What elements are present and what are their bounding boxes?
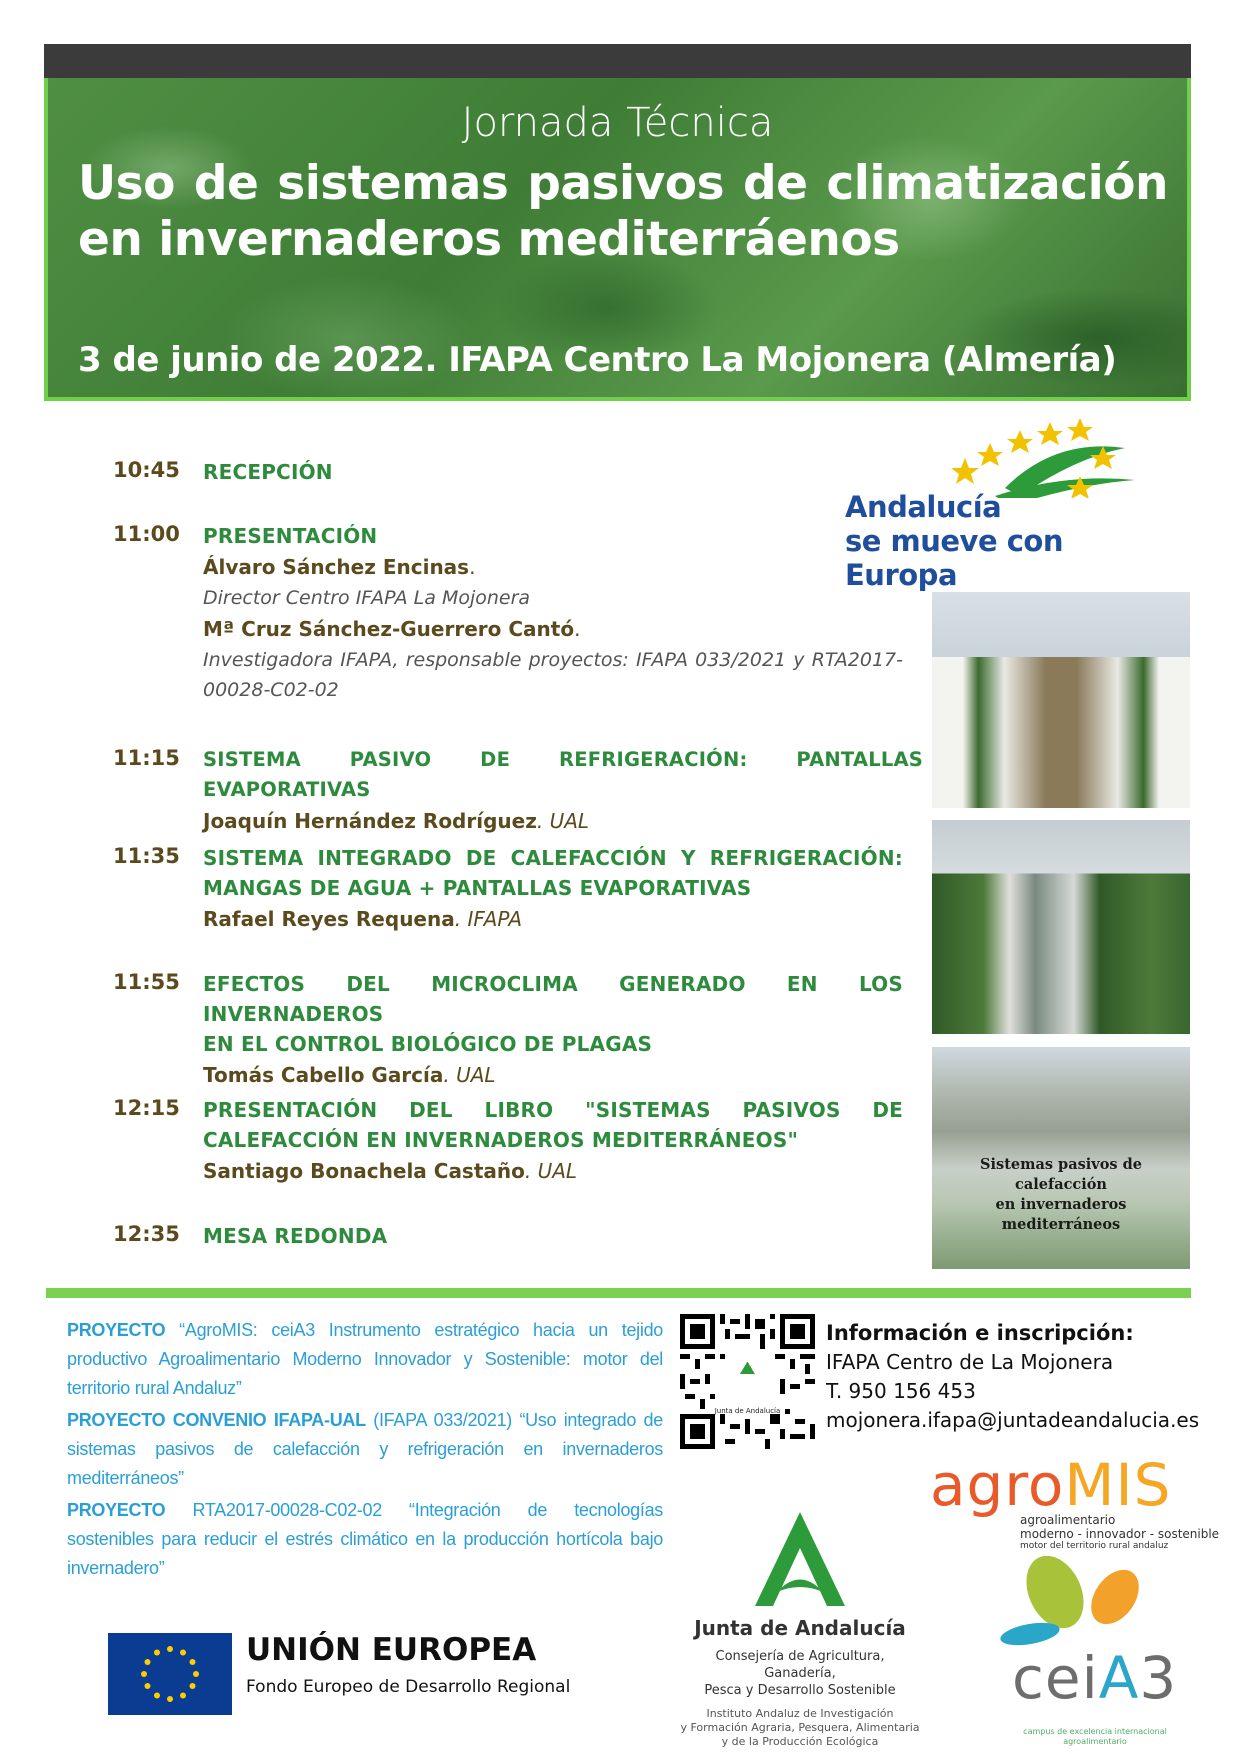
eu-title: UNIÓN EUROPEA — [246, 1632, 537, 1668]
projects-list — [67, 1316, 663, 1586]
project-item — [67, 1316, 663, 1403]
greenhouse-photo-2 — [932, 820, 1190, 1034]
speaker-separator: . — [469, 555, 476, 579]
ceia3-logo — [990, 1552, 1190, 1752]
ceia3-leaves-icon — [990, 1552, 1190, 1647]
speaker-line — [203, 1059, 903, 1091]
junta-emblem-icon — [755, 1512, 845, 1606]
event-date-place: 3 de junio de 2022. IFAPA Centro La Mojonera (Almería) — [78, 340, 1117, 380]
agenda-time: 11:00 — [113, 522, 180, 546]
event-title: Uso de sistemas pasivos de climatización en invernaderos mediterráenos — [78, 156, 1168, 267]
instituto-line-1: Instituto Andaluz de Investigación — [706, 1707, 894, 1720]
speaker-role: Director Centro IFAPA La Mojonera — [203, 587, 531, 609]
agenda-heading: MESA REDONDA — [203, 1224, 388, 1248]
agromis-mis: MIS — [1064, 1451, 1172, 1519]
agenda-time: 12:15 — [113, 1096, 180, 1120]
agenda-heading: EN EL CONTROL BIOLÓGICO DE PLAGAS — [203, 1032, 653, 1056]
agromis-logo — [930, 1451, 1220, 1555]
info-block — [826, 1318, 1226, 1435]
section-divider — [46, 1288, 1191, 1298]
speaker-line — [203, 613, 903, 645]
junta-andalucia-logo — [680, 1512, 920, 1749]
project-text: (IFAPA 033/2021) “Uso integrado de sistemas pasivos de calefacción y refrigeración en invernaderos mediterráneos” — [67, 1410, 663, 1488]
info-email[interactable]: mojonera.ifapa@juntadeandalucia.es — [826, 1408, 1200, 1432]
speaker-name: Mª Cruz Sánchez-Guerrero Cantó — [203, 617, 575, 641]
speaker-affiliation: . UAL — [524, 1159, 578, 1183]
info-phone[interactable]: T. 950 156 453 — [826, 1379, 976, 1403]
ceia3-3: 3 — [1139, 1644, 1178, 1712]
project-label: PROYECTO — [67, 1320, 166, 1340]
ceia3-a: A — [1098, 1644, 1140, 1712]
project-label: PROYECTO CONVENIO IFAPA-UAL — [67, 1410, 366, 1430]
speaker-name: Rafael Reyes Requena — [203, 907, 455, 931]
qr-code[interactable] — [680, 1314, 815, 1449]
consejeria-line-1: Consejería de Agricultura, Ganadería, — [715, 1649, 885, 1681]
speaker-affiliation: . IFAPA — [454, 907, 523, 931]
project-item — [67, 1496, 663, 1583]
agenda-heading: PRESENTACIÓN DEL LIBRO "SISTEMAS PASIVOS DE — [203, 1098, 903, 1122]
agromis-tagline-2: moderno - innovador - sostenible — [1020, 1527, 1220, 1541]
logo-line-2: se mueve con Europa — [845, 524, 1063, 592]
book-cover-image — [932, 1047, 1190, 1269]
agenda-heading: CALEFACCIÓN EN INVERNADEROS MEDITERRÁNEOS" — [203, 1128, 799, 1152]
book-caption-line-1: Sistemas pasivos de calefacción — [980, 1156, 1142, 1193]
ceia3-sub-1: campus de excelencia internacional — [1023, 1727, 1167, 1736]
agenda-heading: MANGAS DE AGUA + PANTALLAS EVAPORATIVAS — [203, 876, 752, 900]
eu-fund: Fondo Europeo de Desarrollo Regional — [246, 1677, 571, 1697]
agenda-time: 11:55 — [113, 970, 180, 994]
agenda-time: 12:35 — [113, 1222, 180, 1246]
agenda-heading: PRESENTACIÓN — [203, 524, 378, 548]
project-label: PROYECTO — [67, 1500, 166, 1520]
book-caption-line-2: en invernaderos mediterráneos — [995, 1196, 1127, 1233]
agenda-heading: SISTEMA PASIVO DE REFRIGERACIÓN: PANTALLAS EVAPORATIVAS — [203, 748, 923, 801]
agromis-tagline-1: agroalimentario — [1020, 1513, 1116, 1527]
speaker-affiliation: . UAL — [443, 1063, 496, 1087]
agenda-heading: SISTEMA INTEGRADO DE CALEFACCIÓN Y REFRIGERACIÓN: — [203, 846, 903, 870]
top-dark-bar — [44, 44, 1191, 78]
event-type: Jornada Técnica — [461, 100, 774, 146]
junta-name: Junta de Andalucía — [694, 1616, 906, 1640]
info-title: Información e inscripción: — [826, 1321, 1134, 1345]
speaker-line — [203, 805, 923, 837]
andalucia-europa-logo — [845, 418, 1145, 592]
instituto-line-2: y Formación Agraria, Pesquera, Alimentaria — [680, 1721, 920, 1734]
ceia3-sub-2: agroalimentario — [1063, 1737, 1127, 1746]
greenhouse-photo-1 — [932, 592, 1190, 808]
speaker-name: Tomás Cabello García — [203, 1063, 444, 1087]
agenda-time: 11:35 — [113, 844, 180, 868]
agenda-time: 10:45 — [113, 458, 180, 482]
speaker-line — [203, 903, 903, 935]
speaker-line — [203, 551, 903, 583]
project-text: RTA2017-00028-C02-02 “Integración de tecnologías sostenibles para reducir el estrés climático en la producción hortícola bajo invernadero” — [67, 1500, 663, 1578]
project-item — [67, 1406, 663, 1493]
eu-stars-icon — [108, 1633, 232, 1715]
speaker-role: Investigadora IFAPA, responsable proyectos: IFAPA 033/2021 y RTA2017-00028-C02-02 — [203, 649, 903, 701]
agromis-tagline-3: motor del territorio rural andaluz — [1020, 1541, 1169, 1551]
header-banner — [44, 78, 1191, 401]
agenda-time: 11:15 — [113, 746, 180, 770]
eu-text — [246, 1630, 570, 1700]
andalucia-flag-stars-icon — [845, 418, 1145, 498]
ceia3-cei: cei — [1012, 1644, 1099, 1712]
eu-flag-icon — [108, 1633, 232, 1715]
speaker-name: Joaquín Hernández Rodríguez — [203, 809, 537, 833]
speaker-line — [203, 1155, 903, 1187]
speaker-separator: . — [574, 617, 581, 641]
logo-line-1: Andalucía — [845, 490, 1002, 524]
book-caption — [940, 1155, 1182, 1235]
speaker-affiliation: . UAL — [536, 809, 590, 833]
instituto-line-3: y de la Producción Ecológica — [721, 1735, 879, 1748]
qr-code-icon — [680, 1314, 815, 1449]
agenda-heading: EFECTOS DEL MICROCLIMA GENERADO EN LOS INVERNADEROS — [203, 972, 903, 1026]
agromis-agro: agro — [930, 1451, 1065, 1519]
info-place: IFAPA Centro de La Mojonera — [826, 1350, 1114, 1374]
speaker-name: Santiago Bonachela Castaño — [203, 1159, 525, 1183]
speaker-name: Álvaro Sánchez Encinas — [203, 555, 470, 579]
project-text: “AgroMIS: ceiA3 Instrumento estratégico hacia un tejido productivo Agroalimentario Moderno Innovador y Sostenible: motor del territorio rural Andaluz” — [67, 1320, 663, 1398]
agenda-heading: RECEPCIÓN — [203, 460, 333, 484]
consejeria-line-2: Pesca y Desarrollo Sostenible — [704, 1683, 896, 1698]
qr-caption: Junta de Andalucía — [714, 1407, 781, 1415]
